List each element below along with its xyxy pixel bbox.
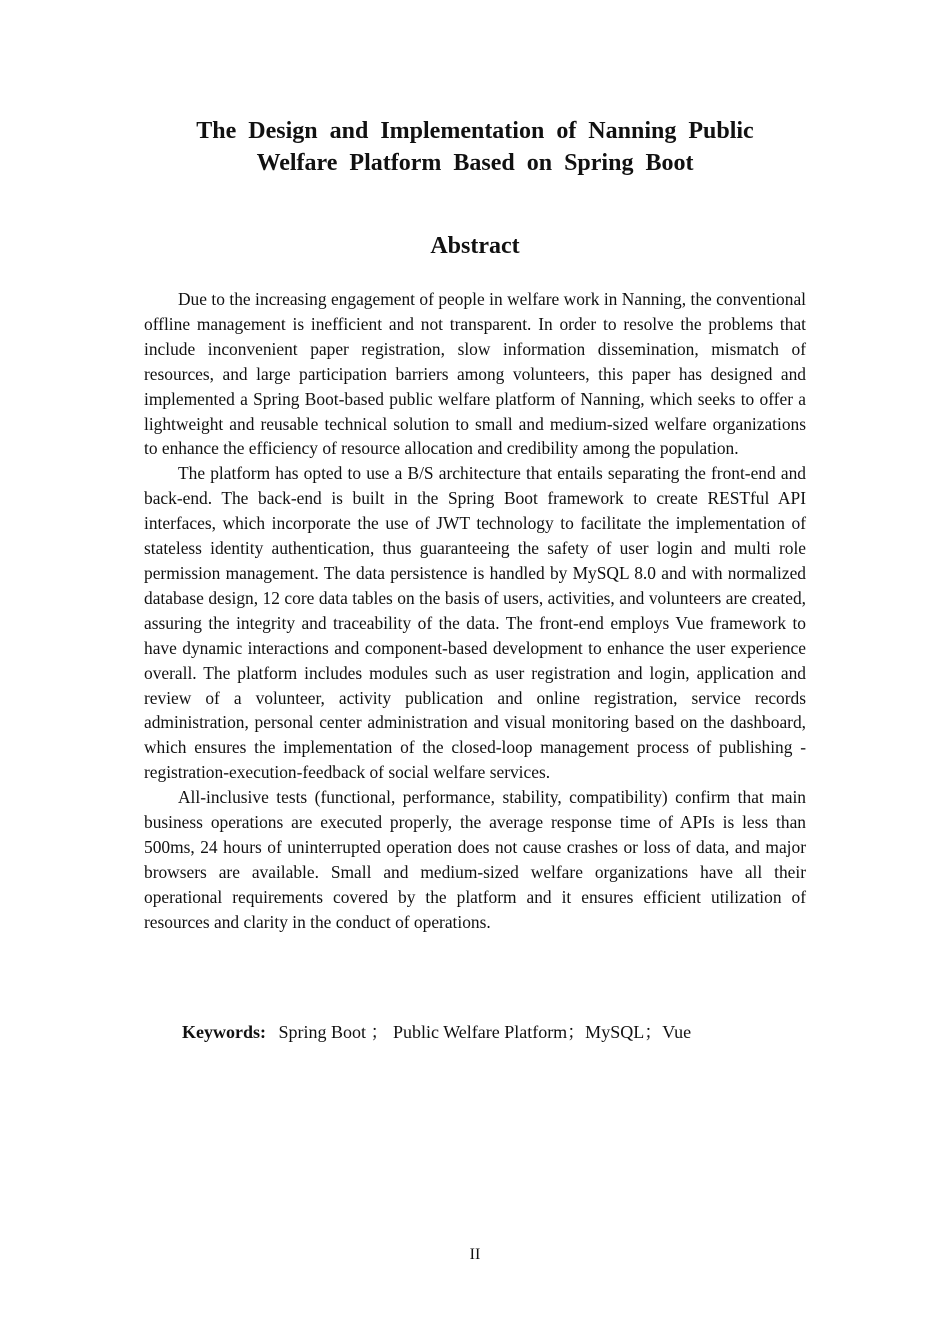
abstract-heading: Abstract — [430, 233, 520, 259]
abstract-paragraph-1: Due to the increasing engagement of people in welfare work in Nanning, the conventional offline management is inefficient and not transparent. In order to resolve the problems that include inconvenient paper registration, slow information dissemination, mismatch of resources, and large participation barriers among volunteers, this paper has designed and implemented a Spring Boot-based public welfare platform of Nanning, which seeks to offer a lightweight and reusable technical solution to small and medium-sized welfare organizations to enhance the efficiency of resource allocation and credibility among the population. — [144, 289, 806, 459]
paper-title-line-1: The Design and Implementation of Nanning Public — [196, 118, 754, 144]
paper-title-line-2: Welfare Platform Based on Spring Boot — [256, 150, 694, 176]
keywords-line — [182, 1019, 822, 1045]
abstract-body — [144, 287, 806, 935]
paper-title — [150, 115, 800, 179]
keywords-list: Spring Boot ； Public Welfare Platform；MySQL；Vue — [278, 1022, 692, 1042]
abstract-paragraph-3: All-inclusive tests (functional, performance, stability, compatibility) confirm that main business operations are executed properly, the average response time of APIs is less than 500ms, 24 hours of uninterrupted operation does not cause crashes or loss of data, and major browsers are available. Small and medium-sized welfare organizations have all their operational requirements covered by the platform and it ensures efficient utilization of resources and clarity in the conduct of operations. — [144, 787, 806, 932]
keywords-label: Keywords: — [182, 1022, 266, 1042]
page-number: II — [469, 1246, 481, 1263]
abstract-paragraph-2: The platform has opted to use a B/S architecture that entails separating the front-end and back-end. The back-end is built in the Spring Boot framework to create RESTful API interfaces, which incorporate the use of JWT technology to facilitate the implementation of stateless identity authentication, thus guaranteeing the safety of user login and multi role permission management. The data persistence is handled by MySQL 8.0 and with normalized database design, 12 core data tables on the basis of users, activities, and volunteers are created, assuring the integrity and traceability of the data. The front-end employs Vue framework to have dynamic interactions and component-based development to enhance the user experience overall. The platform includes modules such as user registration and login, application and review of a volunteer, activity publication and online registration, service records administration, personal center administration and visual monitoring based on the dashboard, which ensures the implementation of the closed-loop management process of publishing -registration-execution-feedback of social welfare services. — [144, 463, 806, 783]
